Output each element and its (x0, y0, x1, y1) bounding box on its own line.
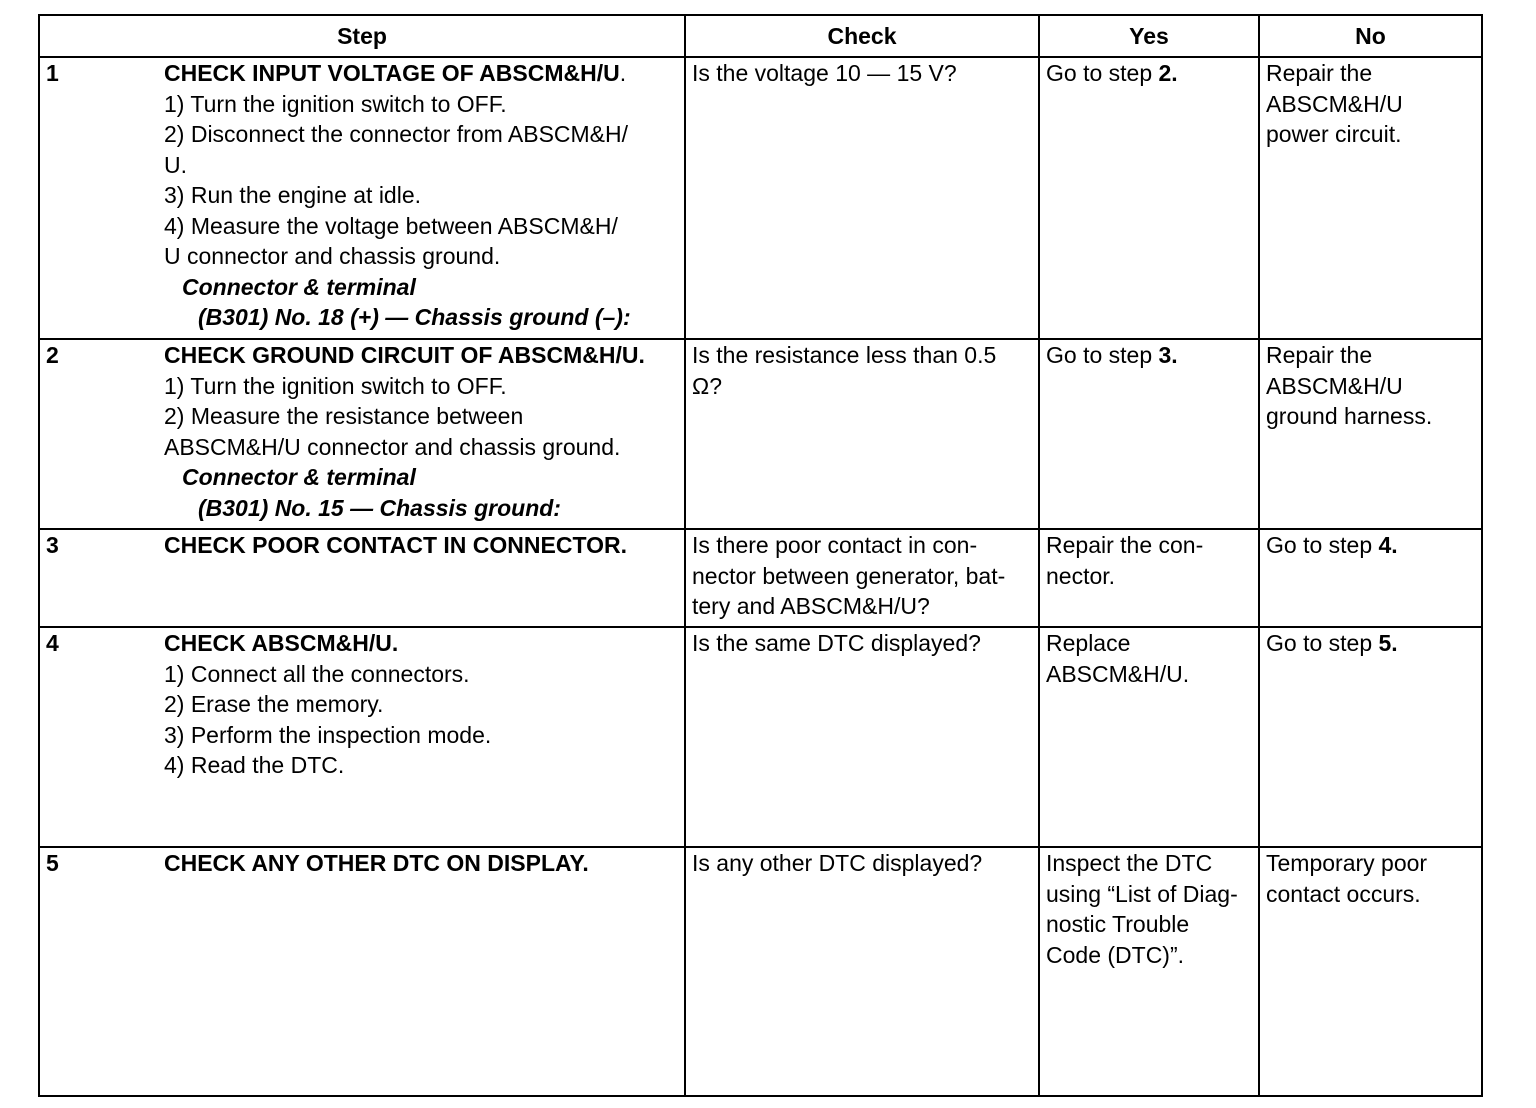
table-row (39, 529, 1482, 627)
step-number: 3 (46, 532, 59, 558)
yes-text: nector. (1046, 562, 1116, 589)
yes-cell (1039, 627, 1259, 847)
header-yes: Yes (1039, 15, 1259, 57)
step-title: CHECK ANY OTHER DTC ON DISPLAY. (164, 850, 589, 876)
yes-text: ABSCM&H/U. (1046, 660, 1190, 687)
yes-cell (1039, 339, 1259, 529)
step-instruction: 4) Measure the voltage between ABSCM&H/ (164, 212, 618, 239)
check-text: Is the voltage 10 — 15 V? (692, 60, 957, 86)
table-row (39, 847, 1482, 1096)
check-cell (685, 339, 1039, 529)
no-cell (1259, 529, 1482, 627)
yes-text: Go to step 3. (1046, 342, 1178, 368)
step-cell (39, 57, 685, 339)
step-number: 5 (46, 850, 59, 876)
header-check: Check (685, 15, 1039, 57)
table-row (39, 627, 1482, 847)
no-cell (1259, 339, 1482, 529)
no-text: contact occurs. (1266, 880, 1421, 907)
header-step: Step (39, 15, 685, 57)
step-instruction: 3) Perform the inspection mode. (164, 721, 492, 748)
yes-text: Inspect the DTC (1046, 850, 1213, 876)
yes-cell (1039, 57, 1259, 339)
check-cell (685, 529, 1039, 627)
step-instruction: 1) Turn the ignition switch to OFF. (164, 90, 507, 117)
step-instruction: 2) Measure the resistance between (164, 403, 524, 429)
step-instruction: 1) Connect all the connectors. (164, 660, 470, 687)
step-cell (39, 627, 685, 847)
yes-cell (1039, 529, 1259, 627)
no-text: Go to step 4. (1266, 532, 1398, 558)
table-row (39, 57, 1482, 339)
step-instruction: ABSCM&H/U connector and chassis ground. (164, 433, 621, 460)
yes-cell (1039, 847, 1259, 1096)
no-text: ground harness. (1266, 403, 1433, 429)
connector-terminal: (B301) No. 18 (+) — Chassis ground (–): (198, 304, 631, 330)
no-text: Go to step 5. (1266, 630, 1398, 656)
step-number: 4 (46, 630, 59, 656)
step-cell (39, 847, 685, 1096)
no-text: Repair the (1266, 60, 1373, 86)
yes-text: Code (DTC)”. (1046, 941, 1185, 968)
step-title: CHECK GROUND CIRCUIT OF ABSCM&H/U. (164, 342, 645, 368)
no-text: ABSCM&H/U (1266, 372, 1403, 399)
header-row (39, 15, 1482, 57)
check-text: Is the same DTC displayed? (692, 630, 981, 656)
no-cell (1259, 847, 1482, 1096)
step-instruction: U connector and chassis ground. (164, 243, 501, 269)
step-instruction: U. (164, 151, 187, 178)
check-text: Is there poor contact in con- (692, 532, 978, 558)
table-row (39, 339, 1482, 529)
step-instruction: 2) Erase the memory. (164, 691, 384, 717)
yes-text: nostic Trouble (1046, 911, 1190, 937)
diagnostic-table (38, 14, 1483, 1097)
check-text: Is the resistance less than 0.5 (692, 342, 997, 368)
no-text: Repair the (1266, 342, 1373, 368)
connector-label: Connector & terminal (182, 464, 416, 490)
check-cell (685, 57, 1039, 339)
no-cell (1259, 627, 1482, 847)
step-cell (39, 339, 685, 529)
check-cell (685, 627, 1039, 847)
check-text: Ω? (692, 372, 722, 399)
step-title: CHECK ABSCM&H/U. (164, 630, 399, 656)
step-number: 1 (46, 60, 59, 86)
no-cell (1259, 57, 1482, 339)
step-title: CHECK POOR CONTACT IN CONNECTOR. (164, 532, 627, 558)
check-text: nector between generator, bat- (692, 562, 1006, 589)
step-title: CHECK INPUT VOLTAGE OF ABSCM&H/U. (164, 60, 627, 86)
yes-text: using “List of Diag- (1046, 880, 1238, 907)
step-instruction: 3) Run the engine at idle. (164, 182, 422, 208)
step-instruction: 2) Disconnect the connector from ABSCM&H/ (164, 121, 629, 147)
check-text: tery and ABSCM&H/U? (692, 593, 930, 619)
connector-label: Connector & terminal (182, 273, 416, 300)
no-text: power circuit. (1266, 121, 1402, 147)
connector-terminal: (B301) No. 15 — Chassis ground: (198, 494, 561, 521)
yes-text: Go to step 2. (1046, 60, 1178, 86)
check-cell (685, 847, 1039, 1096)
check-text: Is any other DTC displayed? (692, 850, 983, 876)
step-instruction: 1) Turn the ignition switch to OFF. (164, 372, 507, 399)
step-cell (39, 529, 685, 627)
yes-text: Replace (1046, 630, 1131, 656)
no-text: ABSCM&H/U (1266, 90, 1403, 117)
header-no: No (1259, 15, 1482, 57)
step-number: 2 (46, 342, 59, 368)
step-instruction: 4) Read the DTC. (164, 752, 345, 778)
no-text: Temporary poor (1266, 850, 1428, 876)
yes-text: Repair the con- (1046, 532, 1204, 558)
